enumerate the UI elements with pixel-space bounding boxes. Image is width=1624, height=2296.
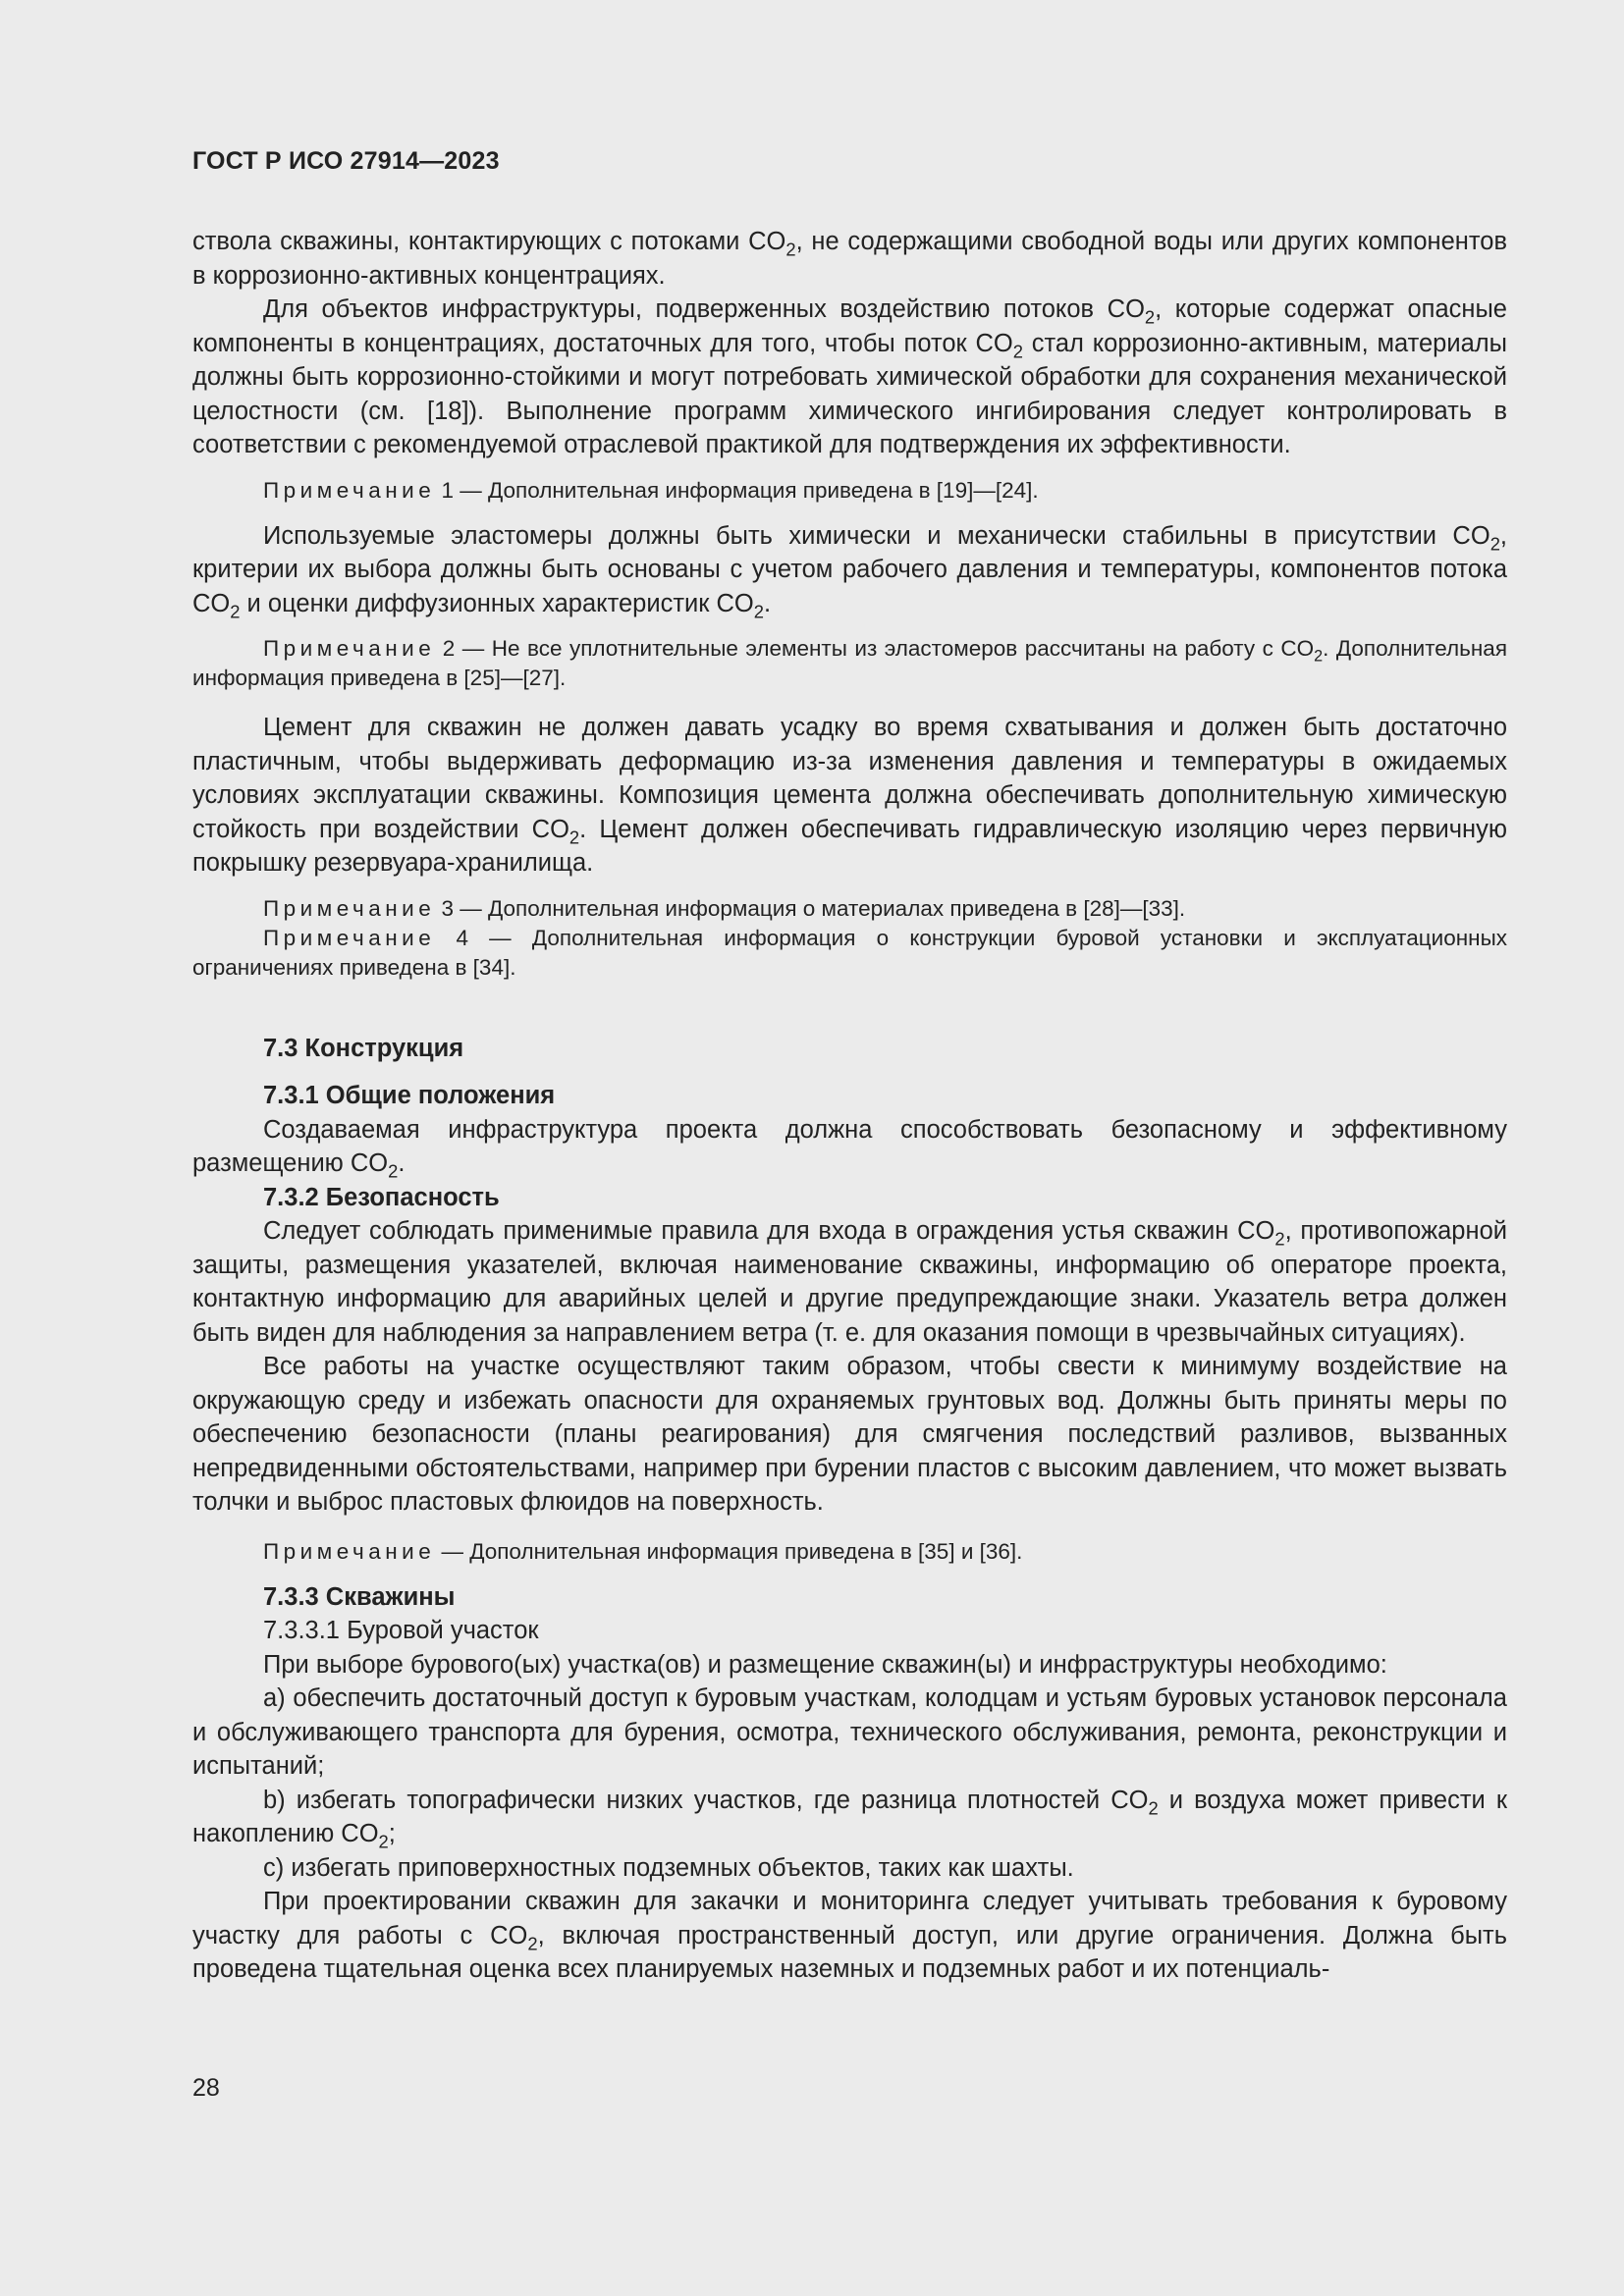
- document-header: ГОСТ Р ИСО 27914—2023: [192, 147, 500, 175]
- list-item: c) избегать приповерхностных подземных объектов, таких как шахты.: [263, 1853, 1074, 1882]
- paragraph: Все работы на участке осуществляют таким образом, чтобы свести к минимуму воздействие на окружающую среду и избежать опасности для охраняемых грунтовых вод. Должны быть приняты меры по обеспечению безопасности (планы реагирования) для смягчения последствий разливов, вызванных непредвиденными обстоятельствами, например при бурении пластов с высоким давлением, что может вызвать толчки и выброс пластовых флюидов на поверхность.: [192, 1353, 1507, 1516]
- note-4: Примечание 4 — Дополнительная информация о конструкции буровой установки и эксплуатационных ограничениях приведена в [34].: [192, 925, 1507, 980]
- subsection-heading-7-3-3-1: 7.3.3.1 Буровой участок: [263, 1617, 539, 1644]
- note-2: Примечание 2 — Не все уплотнительные элементы из эластомеров рассчитаны на работу с $CO_2$. Дополнительная информация приведена в [25]—[27].: [192, 636, 1507, 690]
- paragraph: Используемые эластомеры должны быть химически и механически стабильны в присутствии $CO_2$, критерии их выбора должны быть основаны с учетом рабочего давления и температуры, компонентов потока $CO_2$ и оценки диффузионных характеристик $CO_2$.: [192, 521, 1507, 621]
- section-heading-7-3-2: 7.3.2 Безопасность: [263, 1183, 500, 1211]
- paragraph: Для объектов инфраструктуры, подверженных воздействию потоков $CO_2$, которые содержат опасные компоненты в концентрациях, достаточных для того, чтобы поток $CO_2$ стал коррозионно-активным, материалы должны быть коррозионно-стойкими и могут потребовать химической обработки для сохранения механической целостности (см. [18]). Выполнение программ химического ингибирования следует контролировать в соответствии с рекомендуемой отраслевой практикой для подтверждения их эффективности.: [192, 295, 1507, 458]
- section-heading-7-3-1: 7.3.1 Общие положения: [263, 1082, 556, 1109]
- paragraph: ствола скважины, контактирующих с потоками $CO_2$, не содержащими свободной воды или других компонентов в коррозионно-активных концентрациях.: [192, 228, 1507, 290]
- page-number: 28: [192, 2074, 220, 2102]
- note-3: Примечание 3 — Дополнительная информация о материалах приведена в [28]—[33].: [263, 895, 1186, 921]
- paragraph: Создаваемая инфраструктура проекта должна способствовать безопасному и эффективному размещению $CO_2$.: [192, 1115, 1507, 1182]
- page-body: [192, 225, 1507, 1987]
- list-item: b) избегать топографически низких участков, где разница плотностей $CO_2$ и воздуха может привести к накоплению $CO_2$;: [192, 1786, 1507, 1852]
- section-heading-7-3: 7.3 Конструкция: [263, 1034, 464, 1062]
- paragraph: При проектировании скважин для закачки и мониторинга следует учитывать требования к буровому участку для работы с $CO_2$, включая пространственный доступ, или другие ограничения. Должна быть проведена тщательная оценка всех планируемых наземных и подземных работ и их потенциаль-: [192, 1888, 1507, 1983]
- note-5: Примечание — Дополнительная информация приведена в [35] и [36].: [263, 1538, 1023, 1564]
- section-heading-7-3-3: 7.3.3 Скважины: [263, 1582, 456, 1611]
- paragraph: При выборе бурового(ых) участка(ов) и размещение скважин(ы) и инфраструктуры необходимо:: [263, 1650, 1387, 1679]
- list-item: a) обеспечить достаточный доступ к буровым участкам, колодцам и устьям буровых установок персонала и обслуживающего транспорта для бурения, осмотра, технического обслуживания, ремонта, реконструкции и испытаний;: [192, 1684, 1507, 1780]
- paragraph: Цемент для скважин не должен давать усадку во время схватывания и должен быть достаточно пластичным, чтобы выдерживать деформацию из-за изменения давления и температуры в ожидаемых условиях эксплуатации скважины. Композиция цемента должна обеспечивать дополнительную химическую стойкость при воздействии $CO_2$. Цемент должен обеспечивать гидравлическую изоляцию через первичную покрышку резервуара-хранилища.: [192, 714, 1507, 877]
- note-1: Примечание 1 — Дополнительная информация приведена в [19]—[24].: [263, 477, 1039, 503]
- paragraph: Следует соблюдать применимые правила для входа в ограждения устья скважин $CO_2$, противопожарной защиты, размещения указателей, включая наименование скважины, информацию об операторе проекта, контактную информацию для аварийных целей и другие предупреждающие знаки. Указатель ветра должен быть виден для наблюдения за направлением ветра (т. е. для оказания помощи в чрезвычайных ситуациях).: [192, 1217, 1508, 1347]
